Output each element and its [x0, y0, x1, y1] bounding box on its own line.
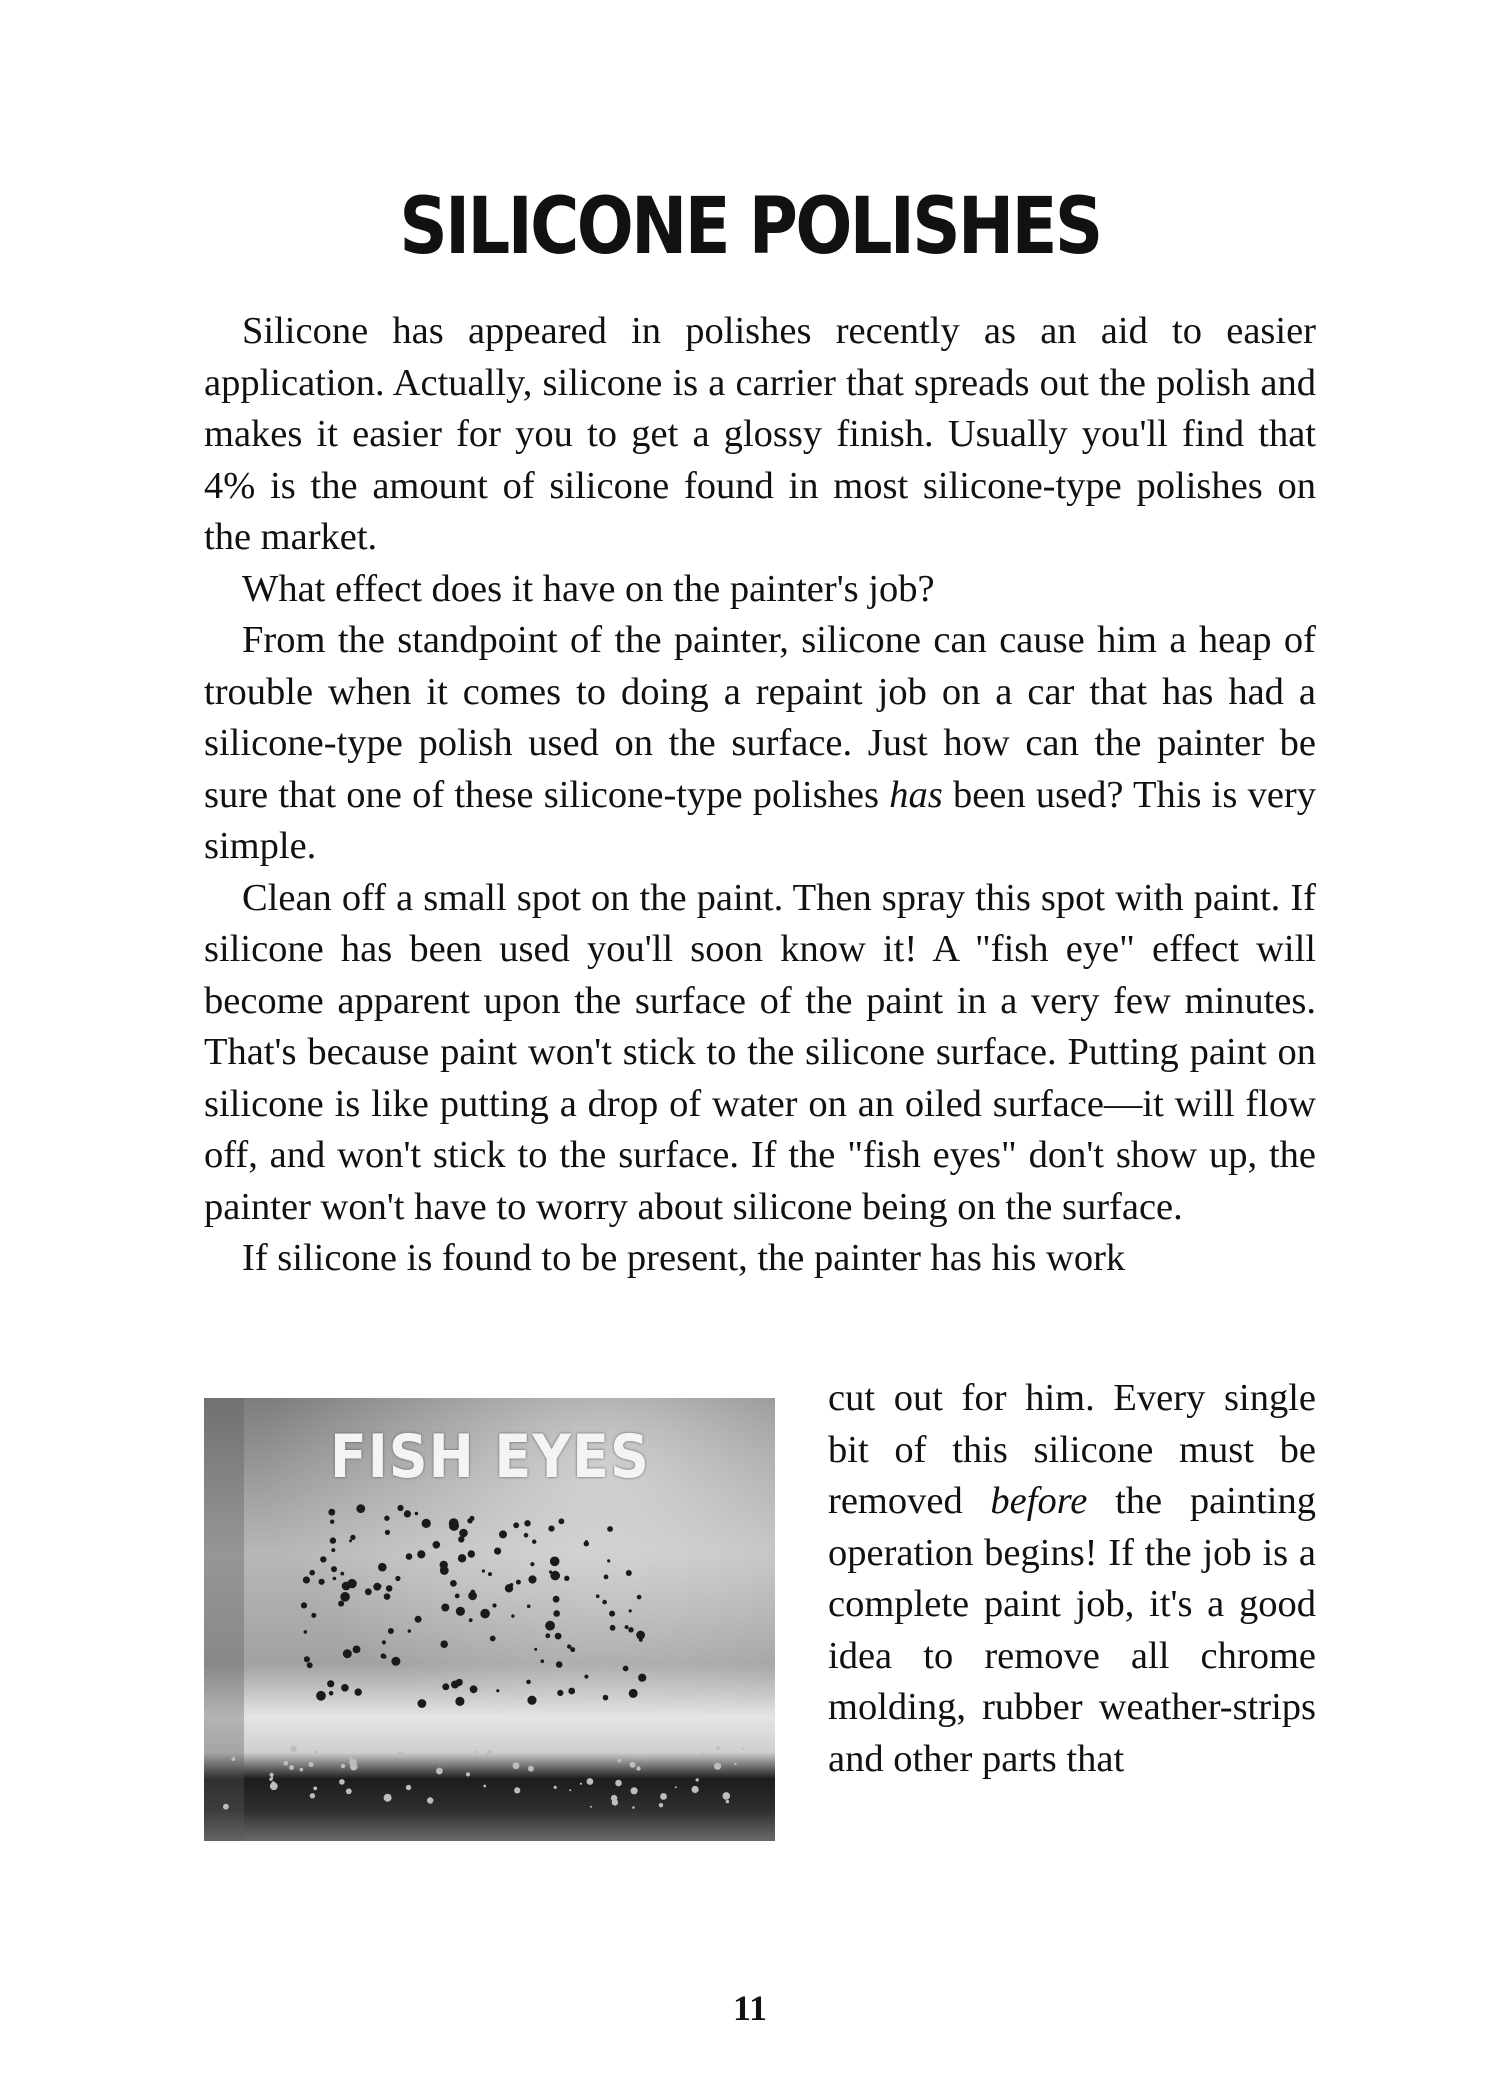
fish-eye-spot	[341, 1764, 345, 1768]
fish-eye-spot	[526, 1680, 531, 1685]
fish-eye-spot	[607, 1559, 610, 1562]
fish-eye-spot	[675, 1786, 677, 1788]
fish-eye-spot	[384, 1794, 392, 1802]
fish-eye-spot	[511, 1614, 514, 1617]
fish-eye-spot	[320, 1556, 326, 1562]
fish-eye-spot	[327, 1680, 334, 1687]
fish-eye-spot	[408, 1629, 411, 1632]
fish-eye-spot	[629, 1689, 638, 1698]
fish-eye-spot	[300, 1768, 304, 1772]
paragraph-3-tail: been used? This is very simple.	[204, 773, 1316, 867]
fish-eye-spot	[553, 1610, 560, 1617]
fish-eye-spot	[427, 1797, 433, 1803]
fish-eye-spot	[734, 1763, 736, 1765]
fish-eye-spot	[417, 1550, 425, 1558]
fish-eye-spot	[459, 1529, 468, 1538]
fish-eye-spot	[524, 1533, 529, 1538]
fish-eye-spot	[442, 1683, 449, 1690]
fish-eye-spot	[638, 1674, 646, 1682]
fish-eye-spot	[545, 1633, 550, 1638]
page-number: 11	[732, 1988, 767, 2028]
fish-eye-spot	[494, 1548, 501, 1555]
fish-eye-spot	[347, 1579, 356, 1588]
fish-eye-spot	[232, 1757, 236, 1761]
fish-eye-spot	[330, 1537, 336, 1543]
fish-eye-spot	[603, 1695, 609, 1701]
fish-eye-spot	[346, 1788, 352, 1794]
fish-eye-spot	[514, 1787, 520, 1793]
fish-eye-spot	[726, 1800, 729, 1803]
fish-eye-spot	[548, 1526, 554, 1532]
fish-eye-spot	[659, 1803, 663, 1807]
paragraph-5-first-line: If silicone is found to be present, the painter has his work	[242, 1237, 1126, 1279]
fish-eye-spot	[615, 1780, 622, 1787]
paragraph-5-part-b: the painting operation begins! If the job is a complete paint job, it's a good idea to remove all chrome molding, rubber weather-strips and other parts that	[828, 1480, 1317, 1780]
fish-eye-spot	[488, 1572, 492, 1576]
fish-eye-spot	[378, 1563, 387, 1572]
fish-eye-spot	[333, 1577, 337, 1581]
fish-eye-spot	[492, 1603, 496, 1607]
fish-eye-spot	[388, 1628, 394, 1634]
fish-eye-spot	[395, 1576, 400, 1581]
fish-eye-spot	[418, 1699, 427, 1708]
fish-eye-spot	[451, 1681, 459, 1689]
fish-eye-spot	[604, 1575, 609, 1580]
fish-eye-spot	[313, 1787, 317, 1791]
fish-eye-spot	[384, 1516, 389, 1521]
fish-eye-spot	[316, 1691, 326, 1701]
fish-eye-spot	[223, 1804, 229, 1810]
fish-eye-spot	[466, 1772, 470, 1776]
fish-eye-spot	[639, 1638, 643, 1642]
fish-eye-spot	[580, 1783, 582, 1785]
fish-eye-spot	[629, 1609, 632, 1612]
fish-eye-spot	[569, 1789, 571, 1791]
fish-eye-spot	[349, 1539, 352, 1542]
fish-eye-spot	[524, 1520, 530, 1526]
paragraph-4: Clean off a small spot on the paint. Then spray this spot with paint. If silicone has been used you'll soon know it! A "fish eye" effect will become apparent upon the surface of the paint in a very few minutes. That's because paint won't stick to the silicone surface. Putting paint on silicone is like putting a drop of water on an oiled surface—it will flow off, and won't stick to the surface. If the "fish eyes" don't show up, the painter won't have to worry about silicone being on the surface.	[204, 876, 1316, 1228]
fish-eye-spot	[441, 1604, 449, 1612]
fish-eye-spot	[355, 1688, 362, 1695]
fish-eye-spot	[568, 1688, 575, 1695]
fish-eye-spot	[482, 1569, 485, 1572]
fish-eye-spot	[700, 1752, 703, 1755]
fish-eye-spot	[556, 1661, 563, 1668]
fish-eye-spot	[625, 1625, 629, 1629]
fish-eye-spot	[304, 1656, 310, 1662]
fish-eye-spot	[510, 1583, 514, 1587]
fish-eye-spot	[617, 1759, 621, 1763]
fish-eye-spot	[590, 1806, 592, 1808]
fish-eye-spot	[467, 1518, 472, 1523]
fish-eye-spot	[587, 1778, 594, 1785]
fish-eye-spot	[455, 1697, 464, 1706]
fish-eye-spot	[353, 1646, 361, 1654]
fish-eye-spot	[541, 1659, 545, 1663]
body-text	[204, 306, 1316, 1285]
fish-eye-spot	[528, 1575, 536, 1583]
fish-eye-spot	[310, 1793, 315, 1798]
fish-eye-spot	[271, 1777, 273, 1779]
fish-eye-spot	[516, 1580, 521, 1585]
fish-eye-spot	[440, 1566, 449, 1575]
fish-eye-spot	[433, 1541, 441, 1549]
fish-eye-spot	[602, 1600, 607, 1605]
fish-eye-spot	[301, 1602, 307, 1608]
fish-eye-spot	[612, 1799, 618, 1805]
fish-eye-spot	[309, 1570, 315, 1576]
fish-eye-spot	[596, 1594, 600, 1598]
fish-eye-spot	[545, 1621, 555, 1631]
fish-eye-spot	[483, 1785, 486, 1788]
fish-eye-spot	[284, 1761, 289, 1766]
fish-eye-spot	[319, 1579, 325, 1585]
fish-eye-spot	[436, 1768, 443, 1775]
fish-eye-spot	[513, 1522, 519, 1528]
fish-eye-spot	[470, 1593, 477, 1600]
fish-eye-spot	[527, 1696, 536, 1705]
fish-eye-spot	[356, 1504, 365, 1513]
paragraph-1: Silicone has appeared in polishes recently as an aid to easier application. Actually, silicone is a carrier that spreads out the polish and makes it easier for you to get a glossy finish. Usually you'll find that 4% is the amount of silicone found in most silicone-type polishes on the market.	[204, 310, 1316, 558]
wrapped-column-text	[828, 1373, 1316, 1785]
fish-eye-spot	[636, 1766, 640, 1770]
fish-eye-spot	[723, 1792, 731, 1800]
fish-eye-spot	[330, 1520, 334, 1524]
fish-eye-spot	[340, 1572, 344, 1576]
fish-eye-spot	[487, 1750, 493, 1756]
fish-eye-spot	[458, 1536, 464, 1542]
fish-eye-spot	[716, 1746, 720, 1750]
fish-eye-spot	[270, 1773, 274, 1777]
fish-eye-spot	[406, 1785, 411, 1790]
fish-eye-spot	[331, 1566, 337, 1572]
fish-eye-spot	[631, 1787, 638, 1794]
fish-eye-spot	[553, 1596, 560, 1603]
fish-eye-spot	[584, 1541, 589, 1546]
fish-eye-spot	[550, 1557, 560, 1567]
fish-eye-spot	[406, 1553, 413, 1560]
fish-eye-spot	[626, 1570, 632, 1576]
fish-eye-spot	[632, 1806, 635, 1809]
photo-caption-label: FISH EYES	[330, 1422, 650, 1492]
fish-eye-spot	[397, 1505, 403, 1511]
fish-eye-spot	[415, 1616, 422, 1623]
page-title: SILICONE POLISHES	[399, 182, 1101, 272]
fish-eye-spot	[513, 1762, 520, 1769]
fish-eye-spot	[311, 1613, 316, 1618]
paragraph-5-part-a: cut out for him. Every single bit of this silicone must be removed	[828, 1377, 1316, 1522]
fish-eye-spot	[343, 1649, 352, 1658]
fish-eye-spot	[307, 1662, 313, 1668]
fish-eye-spot	[468, 1550, 475, 1557]
fish-eye-spot	[339, 1779, 345, 1785]
fish-eye-spot	[449, 1518, 459, 1528]
fish-eye-spot	[639, 1755, 642, 1758]
fish-eye-spot	[527, 1605, 531, 1609]
fish-eye-spot	[391, 1657, 400, 1666]
fish-eye-spot	[490, 1636, 496, 1642]
fish-eye-spot	[341, 1684, 349, 1692]
fish-eye-spot	[628, 1627, 633, 1632]
fish-eye-spot	[378, 1584, 381, 1587]
fish-eye-spot	[386, 1585, 393, 1592]
fish-eye-spot	[365, 1588, 372, 1595]
fish-eye-spot	[289, 1765, 294, 1770]
fish-eye-spot	[496, 1689, 499, 1692]
fish-eye-spot	[696, 1778, 699, 1781]
fish-eye-spot	[303, 1576, 310, 1583]
fish-eye-spot	[549, 1570, 552, 1573]
fish-eye-spot	[270, 1782, 278, 1790]
fish-eye-spot	[350, 1763, 358, 1771]
paragraph-3-text: From the standpoint of the painter, silicone can cause him a heap of trouble when it comes to doing a repaint job on a car that has had a silicone-type polish used on the surface. Just how can the painter be sure that one of these silicone-type polishes	[204, 619, 1316, 816]
fish-eye-spot	[456, 1607, 465, 1616]
fish-eye-spot	[385, 1530, 390, 1535]
paragraph-3-emphasis: has	[889, 773, 943, 816]
fish-eye-spot	[329, 1691, 334, 1696]
fish-eye-spot	[470, 1685, 478, 1693]
fish-eye-spot	[290, 1746, 296, 1752]
fish-eye-spot	[559, 1518, 565, 1524]
fish-eye-spot	[338, 1601, 344, 1607]
fish-eye-spot	[554, 1786, 557, 1789]
fish-eye-spot	[630, 1762, 636, 1768]
fish-eye-spot	[637, 1595, 642, 1600]
fish-eye-spot	[528, 1766, 534, 1772]
fish-eye-spot	[331, 1548, 335, 1552]
fish-eye-spot	[532, 1540, 536, 1544]
fish-eye-spot	[340, 1592, 350, 1602]
fish-eye-spot	[349, 1757, 352, 1760]
fish-eye-spot	[534, 1648, 537, 1651]
fish-eye-spot	[350, 1535, 355, 1540]
fish-eye-spot	[584, 1675, 588, 1679]
fish-eye-spot	[530, 1562, 534, 1566]
paragraph-5-continued	[828, 1373, 1316, 1785]
fish-eye-spot	[458, 1554, 466, 1562]
fish-eye-spot	[742, 1748, 744, 1750]
fish-eyes-photo	[204, 1398, 775, 1841]
fish-eye-spot	[415, 1512, 418, 1515]
paragraph-5-emphasis: before	[990, 1480, 1088, 1522]
paragraph-3	[204, 615, 1316, 873]
fish-eye-spot	[480, 1609, 490, 1619]
fish-eye-spot	[315, 1751, 318, 1754]
fish-eye-spot	[660, 1793, 667, 1800]
fish-eye-spot	[607, 1526, 613, 1532]
fish-eye-spot	[328, 1509, 335, 1516]
fish-eye-spot	[381, 1653, 386, 1658]
fish-eye-spot	[499, 1530, 507, 1538]
fish-eye-spot	[474, 1751, 477, 1754]
fish-eye-spot	[398, 1751, 404, 1757]
fish-eye-spot	[459, 1679, 463, 1683]
fish-eye-spot	[384, 1593, 391, 1600]
fish-eye-spot	[692, 1786, 699, 1793]
fish-eye-spot	[714, 1763, 721, 1770]
fish-eye-spot	[382, 1640, 386, 1644]
fish-eye-spot	[564, 1576, 569, 1581]
fish-eye-spot	[450, 1580, 457, 1587]
fish-eye-spot	[304, 1630, 308, 1634]
fish-eye-spot	[455, 1594, 460, 1599]
fish-eye-spot	[609, 1611, 615, 1617]
fish-eye-spot	[610, 1625, 616, 1631]
paragraph-2: What effect does it have on the painter's job?	[242, 567, 935, 610]
fish-eye-spot	[469, 1618, 473, 1622]
fish-eye-spot	[309, 1762, 314, 1767]
fish-eye-spot	[567, 1644, 571, 1648]
fish-eye-spot	[557, 1690, 563, 1696]
fish-eye-spot	[555, 1633, 562, 1640]
fish-eye-spot	[404, 1510, 411, 1517]
fish-eye-spot	[422, 1519, 431, 1528]
fish-eye-spot	[440, 1640, 448, 1648]
fish-eye-spot	[623, 1666, 629, 1672]
